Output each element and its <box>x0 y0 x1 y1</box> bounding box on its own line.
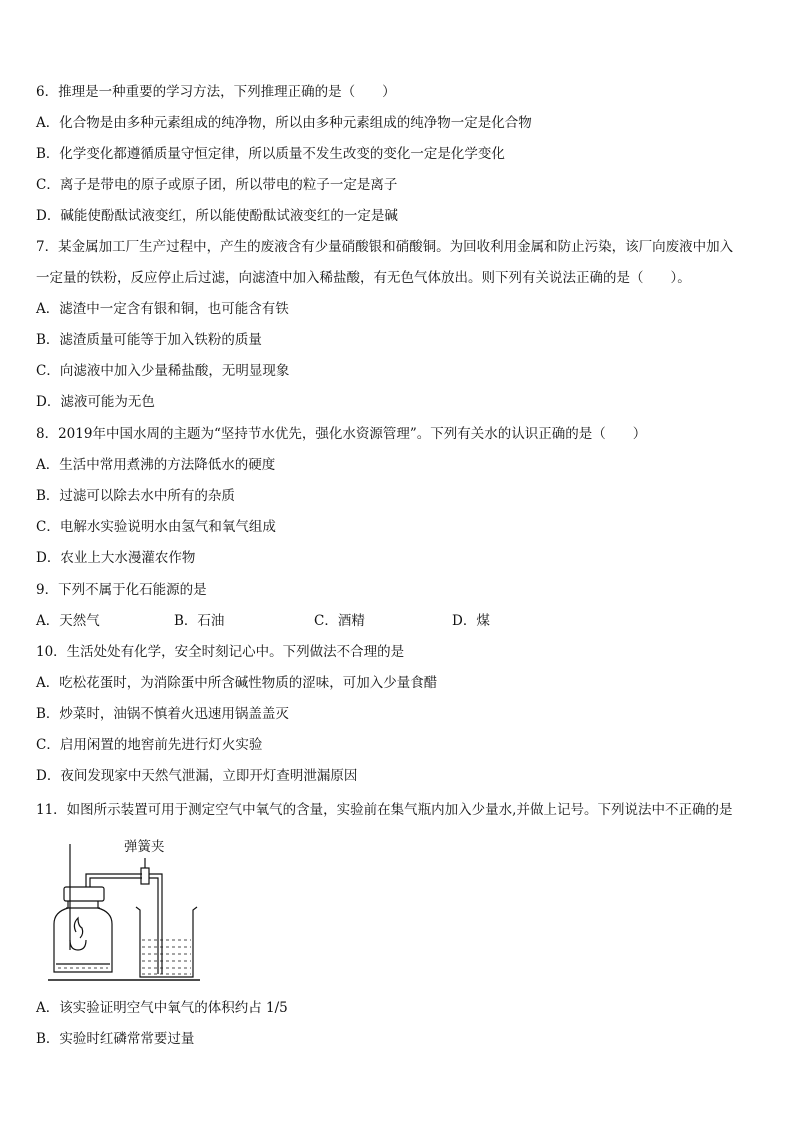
oxygen-measurement-apparatus-figure <box>48 832 208 987</box>
q7-stem-line2: 一定量的铁粉，反应停止后过滤，向滤渣中加入稀盐酸，有无色气体放出。则下列有关说法正确的是（ ）。 <box>36 270 691 286</box>
beaker <box>136 907 197 977</box>
q6-option-b: B．化学变化都遵循质量守恒定律，所以质量不发生改变的变化一定是化学变化 <box>36 146 505 162</box>
q7-option-c: C．向滤液中加入少量稀盐酸，无明显现象 <box>36 363 290 379</box>
q11-option-b: B．实验时红磷常常要过量 <box>36 1031 195 1047</box>
q6-stem: 6．推理是一种重要的学习方法，下列推理正确的是（ ） <box>36 84 396 100</box>
q10-option-a: A．吃松花蛋时，为消除蛋中所含碱性物质的涩味，可加入少量食醋 <box>36 675 438 691</box>
q8-option-c: C．电解水实验说明水由氢气和氧气组成 <box>36 519 276 535</box>
q6-option-d: D．碱能使酚酞试液变红，所以能使酚酞试液变红的一定是碱 <box>36 208 398 224</box>
q10-option-b: B．炒菜时，油锅不慎着火迅速用锅盖盖灭 <box>36 706 289 722</box>
combustion-spoon <box>70 940 86 950</box>
q9-option-c: C．酒精 <box>314 613 365 629</box>
q11-stem: 11．如图所示装置可用于测定空气中氧气的含量，实验前在集气瓶内加入少量水,并做上记号。下列说法中不正确的是 <box>36 802 733 818</box>
q9-stem: 9．下列不属于化石能源的是 <box>36 582 207 598</box>
delivery-tube-left-inner <box>90 878 142 887</box>
q9-option-b: B．石油 <box>174 613 225 629</box>
q9-option-a: A．天然气 <box>36 613 100 629</box>
q8-option-b: B．过滤可以除去水中所有的杂质 <box>36 488 235 504</box>
q8-option-d: D．农业上大水漫灌农作物 <box>36 550 196 566</box>
q6-option-a: A．化合物是由多种元素组成的纯净物，所以由多种元素组成的纯净物一定是化合物 <box>36 115 532 131</box>
beaker-water <box>142 940 191 974</box>
q9-option-d: D．煤 <box>452 613 490 629</box>
q10-option-d: D．夜间发现家中天然气泄漏，立即开灯查明泄漏原因 <box>36 768 358 784</box>
q7-option-b: B．滤渣质量可能等于加入铁粉的质量 <box>36 332 262 348</box>
flame-icon <box>74 918 82 938</box>
q6-option-c: C．离子是带电的原子或原子团，所以带电的粒子一定是离子 <box>36 177 398 193</box>
spring-clamp <box>141 868 149 884</box>
q11-option-a: A．该实验证明空气中氧气的体积约占 1/5 <box>36 1000 288 1016</box>
q7-option-d: D．滤液可能为无色 <box>36 394 155 410</box>
q7-option-a: A．滤渣中一定含有银和铜，也可能含有铁 <box>36 301 289 317</box>
delivery-tube-right <box>149 874 162 974</box>
q10-option-c: C．启用闲置的地窖前先进行灯火实验 <box>36 737 263 753</box>
q10-stem: 10．生活处处有化学，安全时刻记心中。下列做法不合理的是 <box>36 644 405 660</box>
delivery-tube-right-inner <box>149 878 158 974</box>
delivery-tube-left <box>86 874 142 887</box>
figure-label-spring-clamp: 弹簧夹 <box>124 839 165 855</box>
q7-stem-line1: 7．某金属加工厂生产过程中，产生的废液含有少量硝酸银和硝酸铜。为回收利用金属和防止污染，该厂向废液中加入 <box>36 239 734 255</box>
q8-option-a: A．生活中常用煮沸的方法降低水的硬度 <box>36 457 276 473</box>
q8-stem: 8．2019年中国水周的主题为“坚持节水优先，强化水资源管理”。下列有关水的认识正确的是（ ） <box>36 426 647 442</box>
gas-collecting-bottle <box>54 901 112 972</box>
